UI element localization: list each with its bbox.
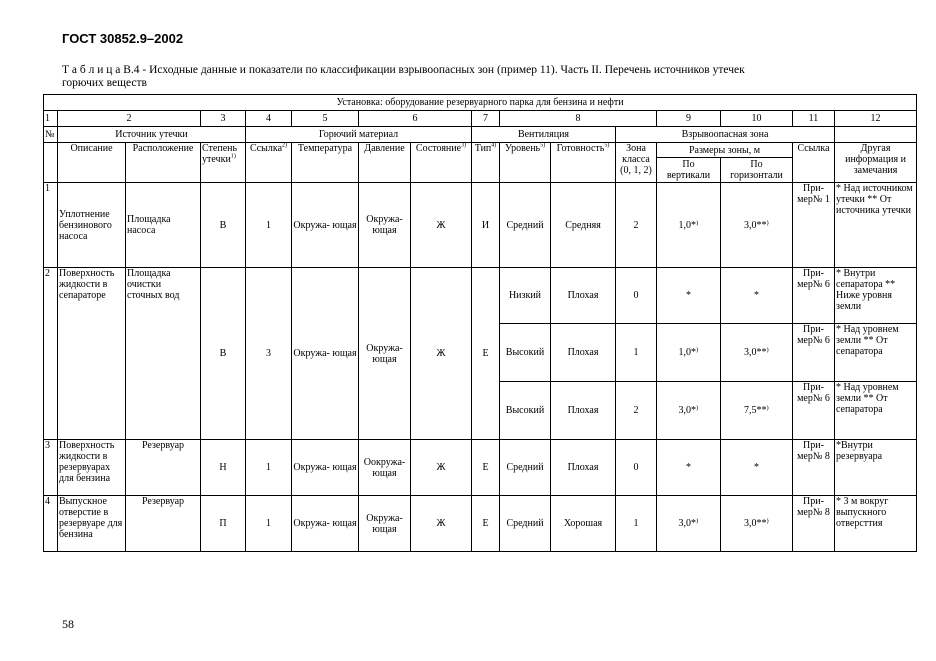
type-cell: Е	[472, 496, 500, 552]
temperature-cell: Окружа- ющая	[292, 268, 359, 440]
degree-header: Степень утечки$^{1)}$	[201, 143, 246, 183]
link-cell: При- мер№ 8	[793, 496, 835, 552]
zone-cell: 0	[616, 440, 657, 496]
type-header: Тип$^{4)}$	[472, 143, 500, 183]
reference-cell: 1	[246, 183, 292, 268]
zone-class-header: Зона класса (0, 1, 2)	[616, 143, 657, 183]
temperature-header: Температура	[292, 143, 359, 183]
horizontal-header: По горизонтали	[721, 158, 793, 183]
col-number-1: 1	[44, 111, 58, 127]
col-number-3: 3	[201, 111, 246, 127]
vertical-size-cell: *	[657, 268, 721, 324]
horizontal-size-cell: 3,0**⁾	[721, 183, 793, 268]
table-row	[44, 496, 917, 552]
level-cell: Средний	[500, 496, 551, 552]
level-header: Уровень$^{5)}$	[500, 143, 551, 183]
row-number: 3	[44, 440, 58, 496]
col-number-7: 7	[472, 111, 500, 127]
level-cell: Средний	[500, 440, 551, 496]
num-header: №	[44, 127, 58, 143]
availability-cell: Плохая	[551, 324, 616, 382]
horizontal-size-cell: 3,0**⁾	[721, 324, 793, 382]
source-group-header: Источник утечки	[58, 127, 246, 143]
reference-cell: 1	[246, 496, 292, 552]
location-header: Расположение	[126, 143, 201, 183]
description-header: Описание	[58, 143, 126, 183]
location-cell: Резервуар	[126, 496, 201, 552]
col-number-9: 9	[657, 111, 721, 127]
link-cell: При- мер№ 6	[793, 382, 835, 440]
vertical-size-cell: 1,0*⁾	[657, 324, 721, 382]
leak-sources-table	[43, 94, 917, 552]
table-caption	[62, 64, 892, 90]
temperature-cell: Окружа- ющая	[292, 183, 359, 268]
location-cell: Площадка насоса	[126, 183, 201, 268]
notes-cell: * Над источником утечки ** От источника утечки	[835, 183, 917, 268]
table-row	[44, 183, 917, 268]
reference-cell: 1	[246, 440, 292, 496]
description-cell: Поверхность жидкости в сепараторе	[58, 268, 126, 440]
availability-cell: Хорошая	[551, 496, 616, 552]
col-number-8: 8	[500, 111, 657, 127]
col-number-4: 4	[246, 111, 292, 127]
availability-cell: Плохая	[551, 382, 616, 440]
availability-cell: Средняя	[551, 183, 616, 268]
zone-group-header: Взрывоопасная зона	[616, 127, 835, 143]
type-cell: Е	[472, 440, 500, 496]
vertical-header: По вертикали	[657, 158, 721, 183]
row-number: 2	[44, 268, 58, 440]
link-cell: При- мер№ 1	[793, 183, 835, 268]
zone-cell: 2	[616, 382, 657, 440]
pressure-header: Давление	[359, 143, 411, 183]
level-cell: Высокий	[500, 382, 551, 440]
horizontal-size-cell: *	[721, 268, 793, 324]
ventilation-group-header: Вентиляция	[472, 127, 616, 143]
notes-cell: * Над уровнем земли ** От сепаратора	[835, 324, 917, 382]
vertical-size-cell: 3,0*⁾	[657, 382, 721, 440]
row-number: 1	[44, 183, 58, 268]
caption-line-2: горючих веществ	[62, 77, 147, 89]
installation-cell: Установка: оборудование резервуарного парка для бензина и нефти	[44, 95, 917, 111]
vertical-size-cell: 1,0*⁾	[657, 183, 721, 268]
location-cell: Резервуар	[126, 440, 201, 496]
vertical-size-cell: 3,0*⁾	[657, 496, 721, 552]
reference-cell: 3	[246, 268, 292, 440]
material-group-header: Горючий материал	[246, 127, 472, 143]
other-info-header: Другая информация и замечания	[835, 143, 917, 183]
degree-cell: П	[201, 496, 246, 552]
state-cell: Ж	[411, 183, 472, 268]
col-number-10: 10	[721, 111, 793, 127]
caption-line-1: Т а б л и ц а В.4 - Исходные данные и показатели по классификации взрывоопасных зон (пример 11). Часть II. Перечень источников утечек	[62, 64, 745, 76]
location-cell: Площадка очистки сточных вод	[126, 268, 201, 440]
header-spacer	[44, 143, 58, 183]
pressure-cell: Окружа- ющая	[359, 496, 411, 552]
table-row	[44, 268, 917, 324]
type-cell: Е	[472, 268, 500, 440]
link-cell: При- мер№ 8	[793, 440, 835, 496]
vertical-size-cell: *	[657, 440, 721, 496]
empty-header-cell	[835, 127, 917, 143]
state-header: Состояние$^{3)}$	[411, 143, 472, 183]
pressure-cell: Оокружа- ющая	[359, 440, 411, 496]
horizontal-size-cell: 7,5**⁾	[721, 382, 793, 440]
zone-cell: 0	[616, 268, 657, 324]
description-cell: Поверхность жидкости в резервуарах для бензина	[58, 440, 126, 496]
degree-cell: Н	[201, 440, 246, 496]
type-cell: И	[472, 183, 500, 268]
pressure-cell: Окружа- ющая	[359, 268, 411, 440]
degree-cell: В	[201, 268, 246, 440]
zone-cell: 1	[616, 324, 657, 382]
degree-cell: В	[201, 183, 246, 268]
zone-cell: 2	[616, 183, 657, 268]
horizontal-size-cell: *	[721, 440, 793, 496]
row-number: 4	[44, 496, 58, 552]
notes-cell: * Над уровнем земли ** От сепаратора	[835, 382, 917, 440]
horizontal-size-cell: 3,0**⁾	[721, 496, 793, 552]
description-cell: Уплотнение бензинового насоса	[58, 183, 126, 268]
page-number: 58	[62, 617, 74, 631]
level-cell: Средний	[500, 183, 551, 268]
level-cell: Низкий	[500, 268, 551, 324]
temperature-cell: Окружа- ющая	[292, 440, 359, 496]
standard-header: ГОСТ 30852.9–2002	[62, 31, 184, 46]
reference-header: Ссылка$^{2)}$	[246, 143, 292, 183]
pressure-cell: Окружа- ющая	[359, 183, 411, 268]
notes-cell: *Внутри резервуара	[835, 440, 917, 496]
level-cell: Высокий	[500, 324, 551, 382]
table-row	[44, 440, 917, 496]
availability-header: Готовность$^{5)}$	[551, 143, 616, 183]
availability-cell: Плохая	[551, 268, 616, 324]
notes-cell: * Внутри сепаратора ** Ниже уровня земли	[835, 268, 917, 324]
col-number-6: 6	[359, 111, 472, 127]
link-header: Ссылка	[793, 143, 835, 183]
state-cell: Ж	[411, 268, 472, 440]
col-number-2: 2	[58, 111, 201, 127]
temperature-cell: Окружа- ющая	[292, 496, 359, 552]
availability-cell: Плохая	[551, 440, 616, 496]
col-number-11: 11	[793, 111, 835, 127]
sizes-header: Размеры зоны, м	[657, 143, 793, 158]
notes-cell: * 3 м вокруг выпускного отверсттия	[835, 496, 917, 552]
description-cell: Выпускное отверстие в резервуаре для бензина	[58, 496, 126, 552]
state-cell: Ж	[411, 440, 472, 496]
link-cell: При- мер№ 6	[793, 268, 835, 324]
col-number-12: 12	[835, 111, 917, 127]
col-number-5: 5	[292, 111, 359, 127]
zone-cell: 1	[616, 496, 657, 552]
link-cell: При- мер№ 6	[793, 324, 835, 382]
state-cell: Ж	[411, 496, 472, 552]
